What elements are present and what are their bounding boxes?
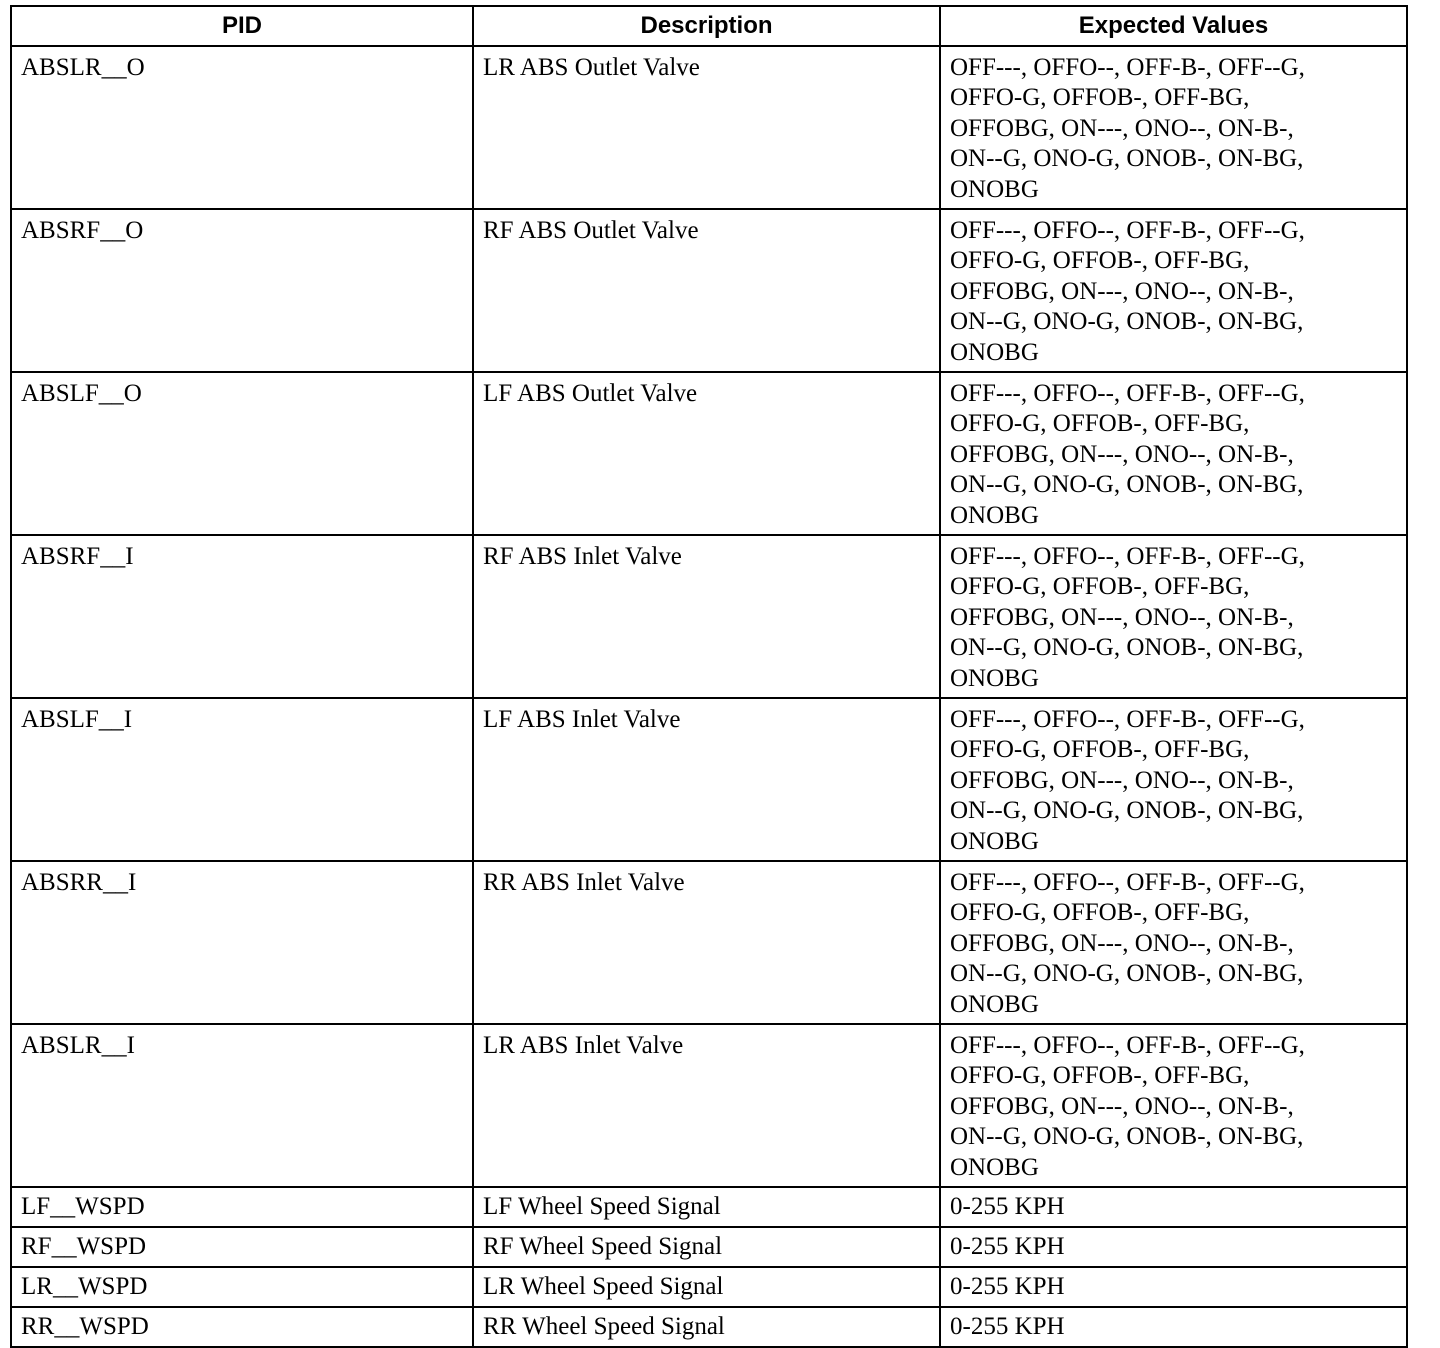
table-row [11, 1267, 1407, 1307]
pid-cell: ABSLR__O [11, 46, 473, 209]
description-cell: RF ABS Outlet Valve [473, 209, 940, 372]
expected-values-cell [940, 698, 1407, 861]
expected-value-line: 0-255 KPH [950, 1273, 1065, 1300]
description-cell: LF ABS Outlet Valve [473, 372, 940, 535]
pid-cell: ABSRR__I [11, 861, 473, 1024]
description-cell: LR Wheel Speed Signal [473, 1267, 940, 1307]
expected-value-line: ON--G, ONO-G, ONOB-, ON-BG, [950, 145, 1304, 173]
description-cell: LF ABS Inlet Valve [473, 698, 940, 861]
table-row [11, 46, 1407, 209]
description-cell: RR ABS Inlet Valve [473, 861, 940, 1024]
expected-value-line: OFFO-G, OFFOB-, OFF-BG, [950, 410, 1250, 438]
expected-value-line: OFFO-G, OFFOB-, OFF-BG, [950, 247, 1250, 275]
pid-cell: RR__WSPD [11, 1307, 473, 1347]
expected-value-line: OFFOBG, ON---, ONO--, ON-B-, [950, 277, 1294, 305]
expected-value-line: ONOBG [950, 1153, 1039, 1181]
expected-value-line: ONOBG [950, 338, 1039, 366]
table-row [11, 1187, 1407, 1227]
expected-values-cell [940, 861, 1407, 1024]
description-cell: RR Wheel Speed Signal [473, 1307, 940, 1347]
table-row [11, 209, 1407, 372]
expected-value-line: 0-255 KPH [950, 1313, 1065, 1340]
expected-value-line: ON--G, ONO-G, ONOB-, ON-BG, [950, 797, 1304, 825]
pid-cell: ABSLR__I [11, 1024, 473, 1187]
column-header-pid: PID [11, 6, 473, 46]
expected-value-line: ONOBG [950, 175, 1039, 203]
expected-value-line: OFF---, OFFO--, OFF-B-, OFF--G, [950, 54, 1305, 81]
table-row [11, 1227, 1407, 1267]
expected-value-line: OFF---, OFFO--, OFF-B-, OFF--G, [950, 543, 1305, 570]
table-row [11, 535, 1407, 698]
expected-value-line: 0-255 KPH [950, 1233, 1065, 1260]
expected-values-cell [940, 372, 1407, 535]
column-header-description: Description [473, 6, 940, 46]
expected-value-line: ON--G, ONO-G, ONOB-, ON-BG, [950, 960, 1304, 988]
description-cell: RF Wheel Speed Signal [473, 1227, 940, 1267]
expected-values-cell [940, 1307, 1407, 1347]
expected-value-line: OFF---, OFFO--, OFF-B-, OFF--G, [950, 869, 1305, 896]
pid-cell: ABSRF__O [11, 209, 473, 372]
table-row [11, 372, 1407, 535]
table-row [11, 1307, 1407, 1347]
expected-value-line: OFFOBG, ON---, ONO--, ON-B-, [950, 440, 1294, 468]
description-cell: RF ABS Inlet Valve [473, 535, 940, 698]
expected-value-line: OFF---, OFFO--, OFF-B-, OFF--G, [950, 217, 1305, 244]
expected-value-line: OFFOBG, ON---, ONO--, ON-B-, [950, 603, 1294, 631]
expected-values-cell [940, 209, 1407, 372]
expected-value-line: OFFO-G, OFFOB-, OFF-BG, [950, 899, 1250, 927]
expected-value-line: ON--G, ONO-G, ONOB-, ON-BG, [950, 1123, 1304, 1151]
expected-value-line: OFFO-G, OFFOB-, OFF-BG, [950, 736, 1250, 764]
expected-value-line: 0-255 KPH [950, 1193, 1065, 1220]
expected-value-line: OFF---, OFFO--, OFF-B-, OFF--G, [950, 706, 1305, 733]
table-body [11, 46, 1407, 1347]
expected-value-line: ONOBG [950, 501, 1039, 529]
pid-cell: LR__WSPD [11, 1267, 473, 1307]
expected-values-cell [940, 535, 1407, 698]
table-row [11, 1024, 1407, 1187]
expected-value-line: ONOBG [950, 664, 1039, 692]
expected-value-line: ONOBG [950, 990, 1039, 1018]
pid-table [10, 5, 1408, 1348]
expected-value-line: OFFOBG, ON---, ONO--, ON-B-, [950, 929, 1294, 957]
expected-value-line: ON--G, ONO-G, ONOB-, ON-BG, [950, 471, 1304, 499]
description-cell: LR ABS Outlet Valve [473, 46, 940, 209]
expected-value-line: OFFOBG, ON---, ONO--, ON-B-, [950, 766, 1294, 794]
expected-values-cell [940, 1267, 1407, 1307]
expected-values-cell [940, 46, 1407, 209]
expected-values-cell [940, 1024, 1407, 1187]
expected-value-line: ON--G, ONO-G, ONOB-, ON-BG, [950, 308, 1304, 336]
expected-value-line: OFFOBG, ON---, ONO--, ON-B-, [950, 1092, 1294, 1120]
expected-value-line: OFFO-G, OFFOB-, OFF-BG, [950, 573, 1250, 601]
table-header-row [11, 6, 1407, 46]
pid-cell: ABSLF__O [11, 372, 473, 535]
description-cell: LR ABS Inlet Valve [473, 1024, 940, 1187]
expected-values-cell [940, 1227, 1407, 1267]
description-cell: LF Wheel Speed Signal [473, 1187, 940, 1227]
expected-value-line: OFFO-G, OFFOB-, OFF-BG, [950, 1062, 1250, 1090]
table-row [11, 861, 1407, 1024]
expected-value-line: OFF---, OFFO--, OFF-B-, OFF--G, [950, 380, 1305, 407]
column-header-expected-values: Expected Values [940, 6, 1407, 46]
pid-cell: LF__WSPD [11, 1187, 473, 1227]
expected-values-cell [940, 1187, 1407, 1227]
expected-value-line: ON--G, ONO-G, ONOB-, ON-BG, [950, 634, 1304, 662]
pid-cell: ABSLF__I [11, 698, 473, 861]
pid-cell: RF__WSPD [11, 1227, 473, 1267]
expected-value-line: ONOBG [950, 827, 1039, 855]
expected-value-line: OFFOBG, ON---, ONO--, ON-B-, [950, 114, 1294, 142]
expected-value-line: OFFO-G, OFFOB-, OFF-BG, [950, 84, 1250, 112]
pid-cell: ABSRF__I [11, 535, 473, 698]
expected-value-line: OFF---, OFFO--, OFF-B-, OFF--G, [950, 1032, 1305, 1059]
table-row [11, 698, 1407, 861]
